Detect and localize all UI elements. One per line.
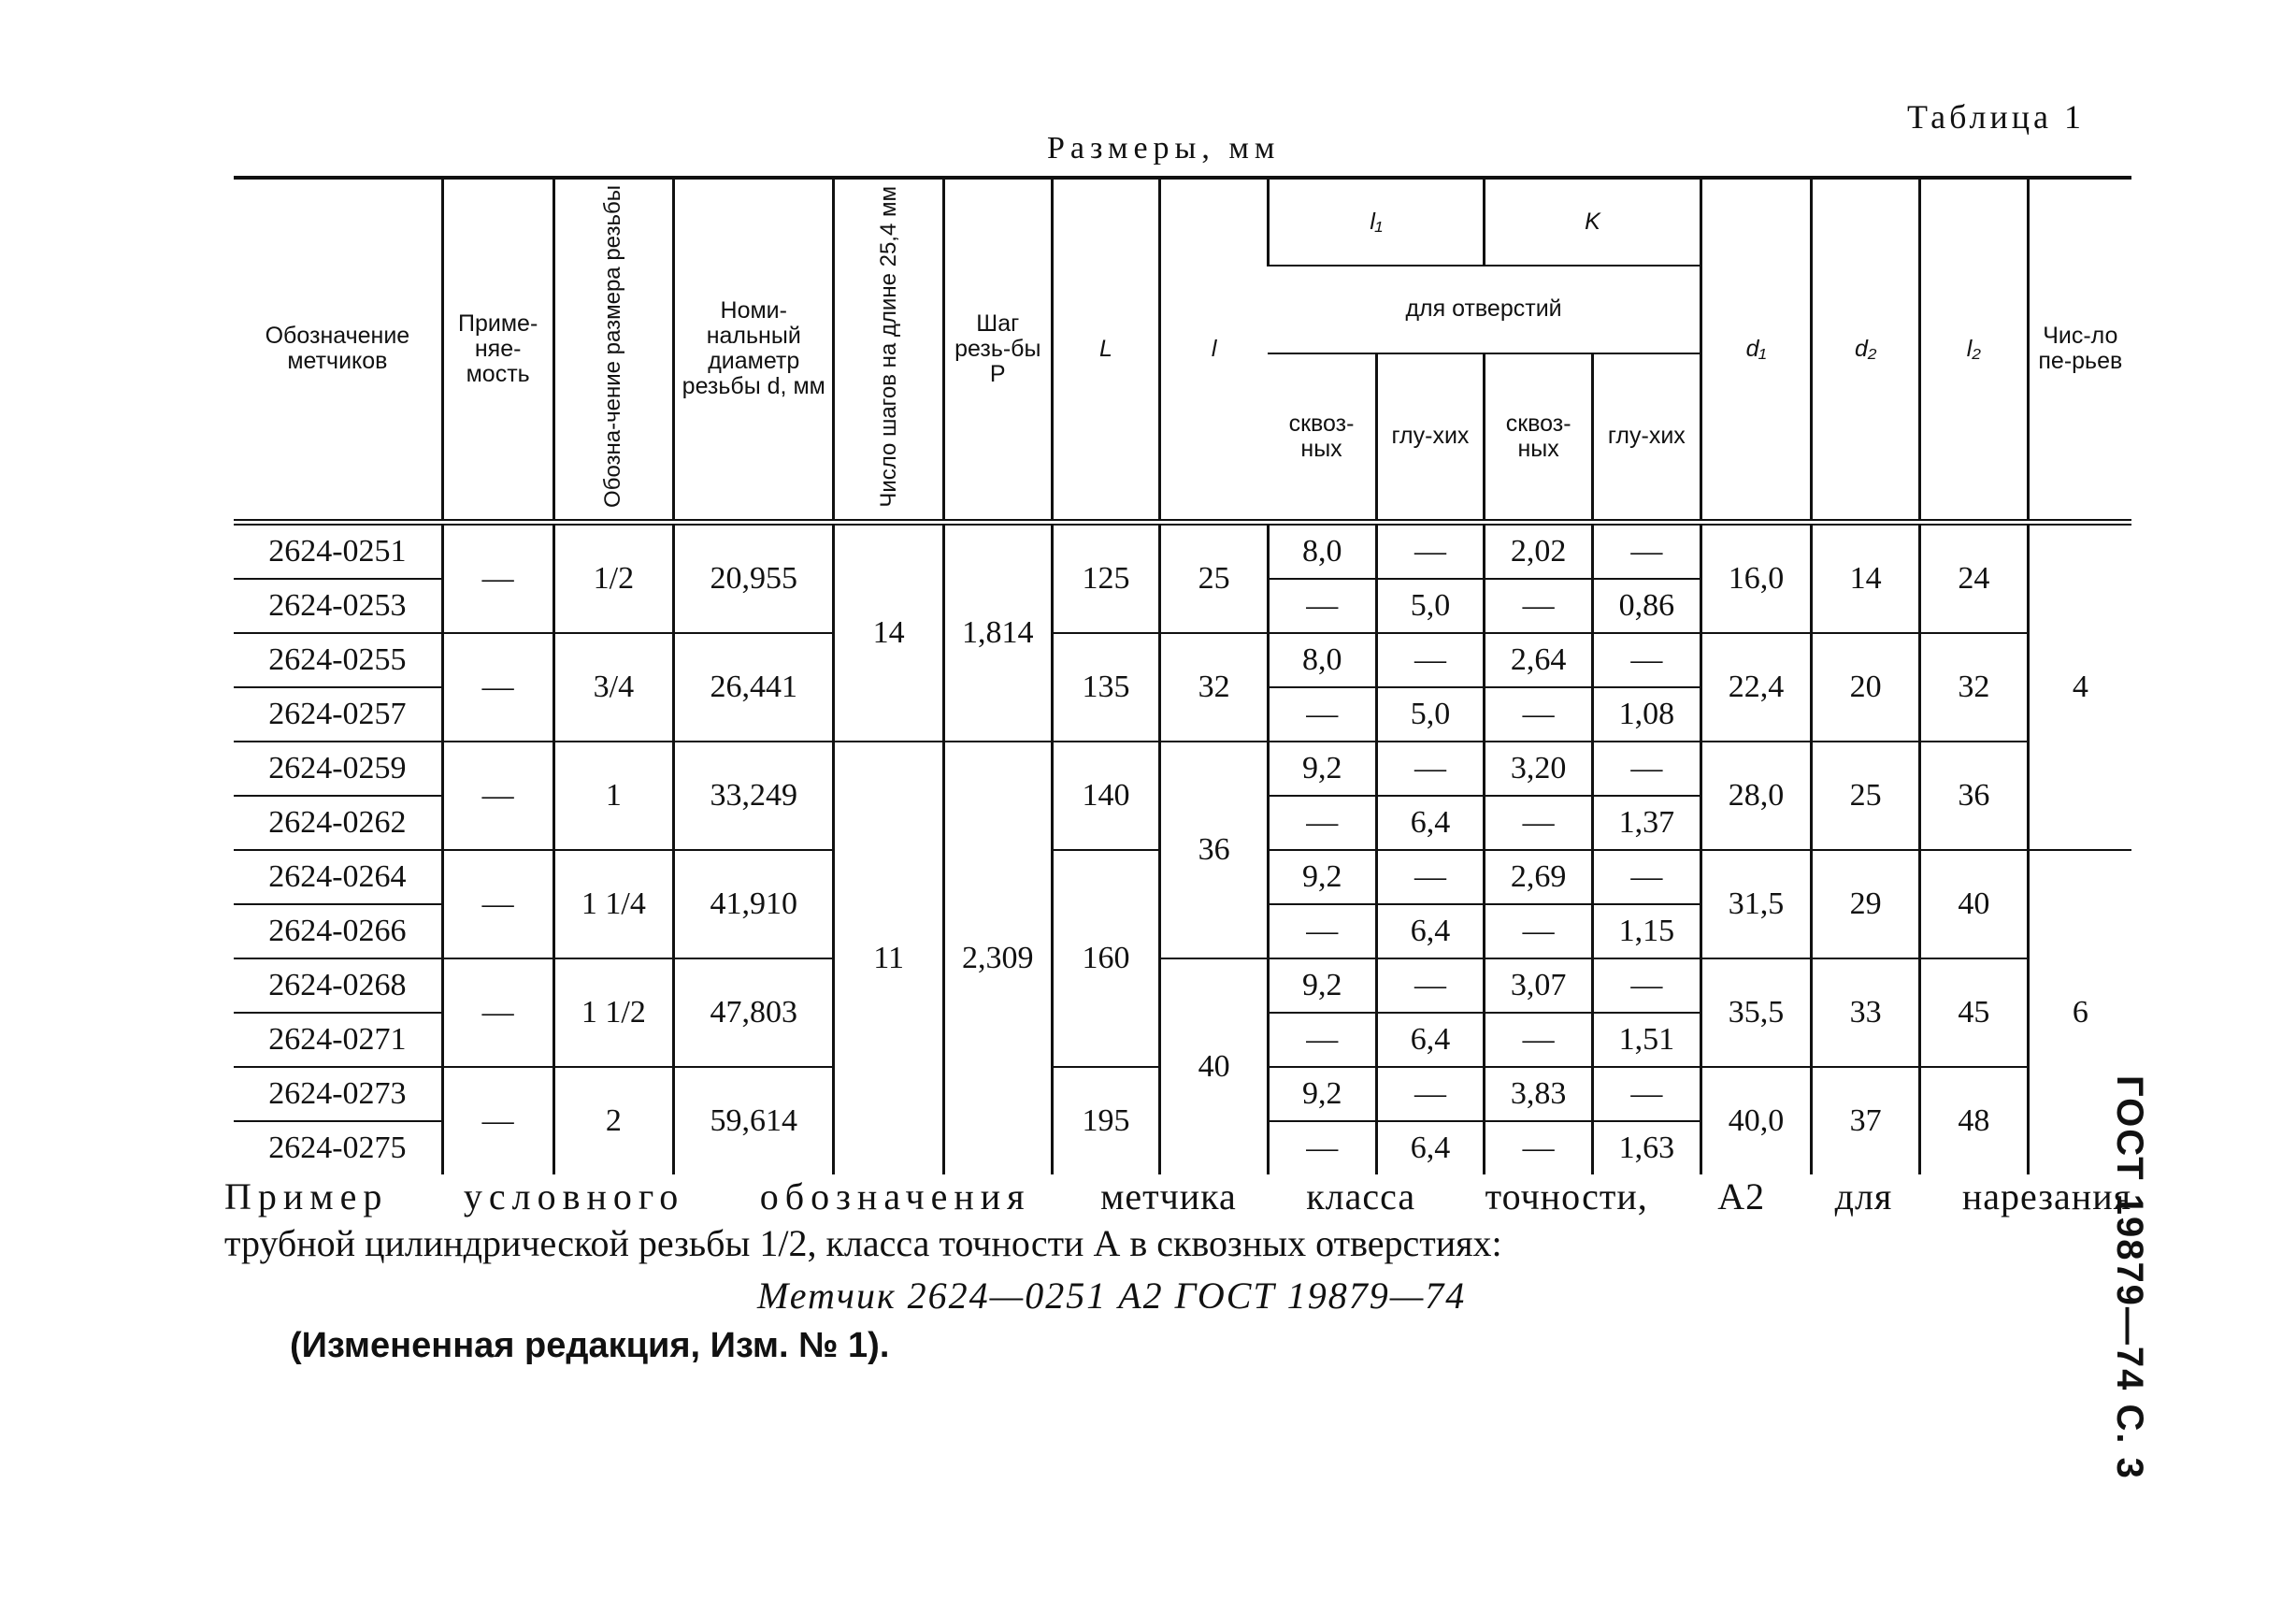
cell-d1: 22,4 [1700,633,1812,742]
cell-l1-blind: — [1376,633,1485,687]
header-l1-blind: глу-хих [1376,353,1485,523]
cell-k-through: — [1485,796,1593,850]
cell-l2: 24 [1920,522,2029,633]
example-line-2: трубной цилиндрической резьбы 1/2, класса точности А в сквозных отверстиях: [224,1222,1502,1264]
cell-d2: 20 [1812,633,1920,742]
cell-thread-size: 3/4 [553,633,674,742]
cell-d2: 37 [1812,1067,1920,1174]
cell-nominal-diameter: 20,955 [674,522,834,633]
cell-d2: 14 [1812,522,1920,633]
header-l1: l₁ [1268,178,1484,266]
header-pitch: Шаг резь-бы P [943,178,1052,522]
cell-l1-blind: 6,4 [1376,1013,1485,1067]
cell-applicability: — [442,633,553,742]
cell-designation: 2624-0268 [234,958,442,1013]
header-steps-text: Число шагов на длине 25,4 мм [875,185,901,508]
cell-k-blind: — [1592,850,1700,904]
cell-d1: 35,5 [1700,958,1812,1067]
header-flutes: Чис-ло пе-рьев [2028,178,2131,522]
cell-nominal-diameter: 33,249 [674,742,834,850]
cell-k-through: 3,20 [1485,742,1593,796]
header-k-blind: глу-хих [1592,353,1700,523]
cell-applicability: — [442,850,553,958]
cell-l: 32 [1160,633,1269,742]
cell-designation: 2624-0251 [234,522,442,579]
cell-l2: 36 [1920,742,2029,850]
cell-k-blind: — [1592,633,1700,687]
cell-l1-blind: — [1376,958,1485,1013]
header-l1-through: сквоз-ных [1288,410,1355,462]
cell-k-blind: 1,51 [1592,1013,1700,1067]
dimensions-caption: Размеры, мм [1047,131,1281,166]
cell-nominal-diameter: 41,910 [674,850,834,958]
header-d1: d₁ [1700,178,1812,522]
example-designation-code: Метчик 2624—0251 А2 ГОСТ 19879—74 [757,1275,1467,1317]
cell-l1-through: — [1268,687,1376,742]
cell-designation: 2624-0257 [234,687,442,742]
cell-k-through: 3,07 [1485,958,1593,1013]
cell-l1-through: — [1268,904,1376,958]
table-number-label: Таблица 1 [1907,98,2085,136]
cell-designation: 2624-0271 [234,1013,442,1067]
cell-designation: 2624-0264 [234,850,442,904]
header-thread-size [553,178,674,522]
cell-designation: 2624-0255 [234,633,442,687]
cell-l2: 40 [1920,850,2029,958]
cell-k-through: — [1485,1013,1593,1067]
header-holes: для отверстий [1268,266,1700,353]
cell-k-blind: — [1592,1067,1700,1121]
header-l2: l₂ [1920,178,2029,522]
cell-flutes: 4 [2028,522,2131,850]
cell-thread-size: 1 1/4 [553,850,674,958]
cell-thread-size: 1/2 [553,522,674,633]
cell-l2: 45 [1920,958,2029,1067]
cell-applicability: — [442,958,553,1067]
taps-dimensions-table [234,176,2131,1174]
cell-d1: 40,0 [1700,1067,1812,1174]
cell-l1-blind: — [1376,1067,1485,1121]
cell-l: 25 [1160,522,1269,633]
cell-l1-through: 8,0 [1268,633,1376,687]
example-line-1 [224,1174,2131,1220]
cell-d1: 28,0 [1700,742,1812,850]
cell-l1-through: — [1268,1121,1376,1174]
cell-l1-blind: 6,4 [1376,796,1485,850]
header-steps [834,178,944,522]
cell-k-through: 3,83 [1485,1067,1593,1121]
cell-thread-size: 1 [553,742,674,850]
cell-k-through: — [1485,1121,1593,1174]
cell-applicability: — [442,1067,553,1174]
cell-L: 160 [1052,850,1160,1067]
cell-thread-size: 1 1/2 [553,958,674,1067]
cell-d2: 25 [1812,742,1920,850]
cell-designation: 2624-0266 [234,904,442,958]
cell-l1-blind: 6,4 [1376,904,1485,958]
cell-l1-blind: 5,0 [1376,579,1485,633]
designation-example-paragraph [224,1174,2131,1267]
header-d2: d₂ [1812,178,1920,522]
cell-pitch: 2,309 [943,742,1052,1174]
cell-L: 125 [1052,522,1160,633]
cell-d1: 16,0 [1700,522,1812,633]
cell-L: 140 [1052,742,1160,850]
cell-thread-size: 2 [553,1067,674,1174]
cell-l1-through: — [1268,796,1376,850]
cell-k-blind: 1,63 [1592,1121,1700,1174]
taps-dimensions-table-container [234,176,2131,1165]
cell-k-through: — [1485,579,1593,633]
cell-k-through: 2,64 [1485,633,1593,687]
cell-l1-blind: — [1376,522,1485,579]
cell-applicability: — [442,522,553,633]
cell-steps: 11 [834,742,944,1174]
cell-designation: 2624-0273 [234,1067,442,1121]
cell-designation: 2624-0275 [268,1130,407,1165]
cell-L: 195 [1052,1067,1160,1174]
header-k-through: сквоз-ных [1485,353,1593,523]
cell-L: 135 [1052,633,1160,742]
cell-d1: 31,5 [1700,850,1812,958]
header-K: K [1485,178,1700,266]
cell-designation: 2624-0262 [234,796,442,850]
cell-l1-through: 9,2 [1268,1067,1376,1121]
cell-l1-through: — [1268,1013,1376,1067]
example-line-1-lead: Пример условного обозначения [224,1175,1031,1217]
cell-l1-through: 9,2 [1268,742,1376,796]
header-applicability: Приме-няе-мость [442,178,553,522]
cell-d2: 33 [1812,958,1920,1067]
example-line-1-rest: метчика класса точности, А2 для нарезания [1100,1175,2131,1217]
cell-applicability: — [442,742,553,850]
cell-k-blind: — [1592,958,1700,1013]
cell-k-blind: — [1592,522,1700,579]
header-designation: Обозначение метчиков [234,178,442,522]
header-nominal-diameter: Номи-нальный диаметр резьбы d, мм [674,178,834,522]
cell-l: 40 [1160,958,1269,1174]
cell-k-through: — [1485,687,1593,742]
cell-l1-blind: — [1376,850,1485,904]
cell-pitch: 1,814 [943,522,1052,742]
cell-k-blind: 1,15 [1592,904,1700,958]
cell-k-through: 2,02 [1485,522,1593,579]
amendment-note: (Измененная редакция, Изм. № 1). [290,1326,890,1365]
cell-k-blind: 1,37 [1592,796,1700,850]
cell-steps: 14 [834,522,944,742]
cell-k-blind: 0,86 [1592,579,1700,633]
cell-l1-through: 8,0 [1268,522,1376,579]
cell-k-blind: 1,08 [1592,687,1700,742]
cell-d2: 29 [1812,850,1920,958]
cell-l2: 48 [1920,1067,2029,1174]
cell-nominal-diameter: 47,803 [674,958,834,1067]
cell-k-blind: — [1592,742,1700,796]
cell-l: 36 [1160,742,1269,958]
cell-designation: 2624-0253 [234,579,442,633]
header-l: l [1160,178,1269,522]
cell-nominal-diameter: 59,614 [674,1067,834,1174]
cell-k-through: 2,69 [1485,850,1593,904]
cell-designation: 2624-0259 [234,742,442,796]
cell-l1-blind: — [1376,742,1485,796]
cell-l1-through: 9,2 [1268,958,1376,1013]
header-L: L [1052,178,1160,522]
cell-l1-blind: 5,0 [1376,687,1485,742]
cell-l2: 32 [1920,633,2029,742]
cell-flutes: 6 [2028,850,2131,1174]
cell-l1-through: — [1268,579,1376,633]
standard-page-label: ГОСТ 19879—74 С. 3 [2109,1075,2150,1480]
cell-l1-through: 9,2 [1268,850,1376,904]
cell-nominal-diameter: 26,441 [674,633,834,742]
cell-l1-blind: 6,4 [1376,1121,1485,1174]
header-thread-size-text: Обозна-чение размера резьбы [600,185,626,508]
cell-k-through: — [1485,904,1593,958]
